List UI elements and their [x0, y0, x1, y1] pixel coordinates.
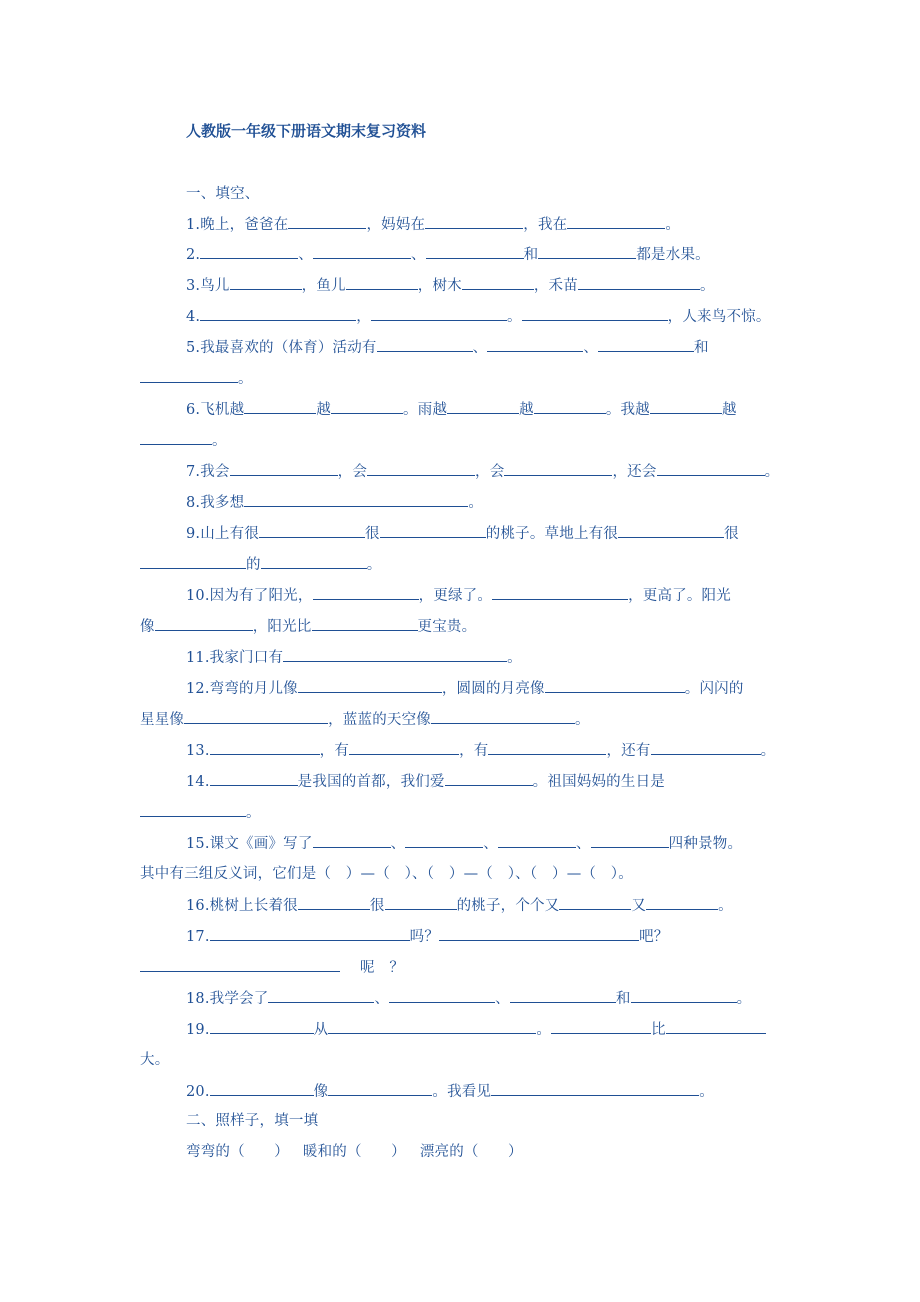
q7-text-c: ，会 — [475, 464, 505, 480]
q6-yue: 越 — [519, 402, 534, 418]
question-19 — [186, 1019, 766, 1040]
q13-text-e: 。 — [760, 743, 776, 759]
q6-end: 。 — [212, 433, 227, 449]
blank[interactable] — [487, 337, 583, 352]
q3-text-c: ，树木 — [417, 278, 462, 294]
q10-text-c: ，更高了。阳光 — [628, 588, 731, 604]
q10-text-d: ，阳光比 — [252, 619, 312, 635]
question-14-cont — [140, 802, 261, 823]
blank[interactable] — [405, 833, 483, 848]
question-13 — [186, 740, 775, 761]
q18-text-a: 18.我学会了 — [186, 991, 269, 1007]
blank[interactable] — [200, 244, 298, 259]
q11-text-b: 。 — [507, 650, 522, 666]
q7-text-d: ，还会 — [612, 464, 657, 480]
q12-text-d: 星星像 — [140, 712, 185, 728]
blank[interactable] — [491, 1081, 699, 1096]
q9-hen: 很 — [724, 526, 739, 542]
blank[interactable] — [200, 306, 356, 321]
q12-text-c: 。闪闪的 — [684, 681, 744, 697]
blank[interactable] — [313, 585, 419, 600]
blank[interactable] — [244, 492, 468, 507]
q17-text-a: 17. — [186, 929, 210, 945]
q8-text-b: 。 — [468, 495, 484, 511]
q13-text-c: ，有 — [459, 743, 489, 759]
blank[interactable] — [283, 647, 507, 662]
blank[interactable] — [488, 740, 606, 755]
q6-yue: 越 — [316, 402, 332, 418]
blank[interactable] — [210, 926, 410, 941]
q3-text-d: ，禾苗 — [533, 278, 578, 294]
blank[interactable] — [426, 244, 524, 259]
question-14 — [186, 771, 665, 792]
question-11 — [186, 647, 522, 668]
q20-xiang: 像 — [313, 1084, 329, 1100]
q10-xiang: 像 — [140, 619, 155, 635]
blank[interactable] — [210, 1019, 314, 1034]
q16-text-b: 的桃子，个个又 — [456, 898, 560, 914]
question-10 — [186, 585, 731, 606]
q12-text-a: 12.弯弯的月儿像 — [186, 681, 298, 697]
blank[interactable] — [651, 740, 761, 755]
q9-text-b: 的桃子。草地上有很 — [485, 526, 619, 542]
q13-text-d: ，还有 — [606, 743, 651, 759]
q7-text-a: 7.我会 — [186, 464, 230, 480]
blank[interactable] — [259, 523, 365, 538]
blank[interactable] — [578, 275, 700, 290]
blank[interactable] — [298, 678, 442, 693]
q4-text-b: ， — [356, 309, 371, 325]
q2-end: 都是水果。 — [636, 247, 710, 263]
q9-hen: 很 — [365, 526, 380, 542]
q1-text-c: ，我在 — [523, 217, 568, 233]
question-7 — [186, 461, 779, 482]
q13-text-a: 13. — [186, 743, 210, 759]
q10-text-e: 更宝贵。 — [417, 619, 477, 635]
question-20 — [186, 1081, 714, 1102]
q7-text-b: ，会 — [337, 464, 368, 480]
blank[interactable] — [631, 988, 737, 1003]
q1-text-b: ，妈妈在 — [366, 217, 426, 233]
blank[interactable] — [447, 399, 519, 414]
blank[interactable] — [492, 585, 628, 600]
q5-sep: 、 — [583, 340, 599, 356]
blank[interactable] — [666, 1019, 766, 1034]
question-2 — [186, 244, 710, 265]
q17-text-d: 呢 ？ — [360, 960, 405, 976]
example-a: 弯弯的（ ） — [186, 1144, 289, 1160]
question-15 — [186, 833, 742, 854]
section-fill-blank-heading: 一、填空、 — [186, 186, 260, 202]
question-6-cont — [140, 430, 227, 451]
blank[interactable] — [349, 740, 459, 755]
blank[interactable] — [380, 523, 486, 538]
q2-sep: 、 — [410, 247, 426, 263]
q9-de: 的 — [246, 557, 261, 573]
q9-end: 。 — [366, 557, 382, 573]
q5-end: 。 — [238, 371, 253, 387]
blank[interactable] — [591, 833, 669, 848]
blank[interactable] — [331, 399, 403, 414]
blank[interactable] — [431, 709, 575, 724]
q6-text-b: 。雨越 — [403, 402, 448, 418]
q1-text-a: 1.晚上，爸爸在 — [186, 217, 289, 233]
blank[interactable] — [504, 461, 612, 476]
q16-text-a: 16.桃树上长着很 — [186, 898, 298, 914]
blank[interactable] — [210, 1081, 314, 1096]
blank[interactable] — [140, 430, 212, 445]
blank[interactable] — [230, 275, 302, 290]
q20-text-a: 20. — [186, 1084, 210, 1100]
question-10-cont — [140, 616, 476, 637]
q20-text-c: 。 — [699, 1084, 714, 1100]
blank[interactable] — [268, 988, 374, 1003]
q3-text-a: 3.鸟儿 — [186, 278, 230, 294]
q17-text-b: 吗？ — [409, 929, 440, 945]
q2-he: 和 — [523, 247, 539, 263]
question-8 — [186, 492, 483, 513]
blank[interactable] — [140, 957, 340, 972]
example-b: 暖和的（ ） — [302, 1144, 406, 1160]
q6-text-a: 6.飞机越 — [186, 402, 245, 418]
blank[interactable] — [230, 461, 338, 476]
question-19-cont: 大。 — [140, 1052, 170, 1068]
blank[interactable] — [445, 771, 533, 786]
question-9-cont — [140, 554, 381, 575]
q20-text-b: 。我看见 — [432, 1084, 492, 1100]
example-c: 漂亮的（ ） — [419, 1144, 523, 1160]
blank[interactable] — [328, 1019, 536, 1034]
blank[interactable] — [313, 244, 411, 259]
blank[interactable] — [650, 399, 722, 414]
q4-text-a: 4. — [186, 309, 201, 325]
blank[interactable] — [439, 926, 639, 941]
blank[interactable] — [367, 461, 475, 476]
blank[interactable] — [377, 337, 473, 352]
q10-text-a: 10.因为有了阳光， — [186, 588, 313, 604]
blank[interactable] — [140, 554, 246, 569]
blank[interactable] — [140, 368, 238, 383]
blank[interactable] — [261, 554, 367, 569]
q9-text-a: 9.山上有很 — [186, 526, 260, 542]
blank[interactable] — [559, 895, 631, 910]
question-4 — [186, 306, 771, 327]
blank[interactable] — [545, 678, 685, 693]
blank[interactable] — [244, 399, 316, 414]
question-9 — [186, 523, 739, 544]
q11-text-a: 11.我家门口有 — [186, 650, 284, 666]
blank[interactable] — [385, 895, 457, 910]
q19-bi: 比 — [651, 1022, 666, 1038]
question-6 — [186, 399, 737, 420]
blank[interactable] — [298, 895, 370, 910]
blank[interactable] — [498, 833, 576, 848]
q15-text-a: 15.课文《画》写了 — [186, 836, 313, 852]
q18-end: 。 — [736, 991, 752, 1007]
q12-text-e: ，蓝蓝的天空像 — [328, 712, 432, 728]
q14-text-b: 是我国的首都，我们爱 — [297, 774, 445, 790]
blank[interactable] — [425, 214, 523, 229]
blank[interactable] — [522, 306, 668, 321]
blank[interactable] — [538, 244, 636, 259]
question-12 — [186, 678, 744, 699]
q12-text-b: ，圆圆的月亮像 — [441, 681, 545, 697]
q19-cong: 从 — [313, 1022, 329, 1038]
blank[interactable] — [313, 833, 391, 848]
question-17-cont — [140, 957, 404, 978]
q13-text-b: ，有 — [319, 743, 350, 759]
q18-sep: 、 — [495, 991, 510, 1007]
q15-sep: 、 — [390, 836, 406, 852]
q14-text-a: 14. — [186, 774, 210, 790]
question-17 — [186, 926, 668, 947]
blank[interactable] — [462, 275, 534, 290]
q15-sep: 、 — [575, 836, 591, 852]
q5-text-a: 5.我最喜欢的（体育）活动有 — [186, 340, 377, 356]
q3-text-e: 。 — [699, 278, 715, 294]
blank[interactable] — [346, 275, 418, 290]
q1-text-d: 。 — [665, 217, 681, 233]
blank[interactable] — [288, 214, 366, 229]
blank[interactable] — [646, 895, 718, 910]
q10-text-b: ，更绿了。 — [418, 588, 493, 604]
document-title: 人教版一年级下册语文期末复习资料 — [186, 122, 427, 140]
q8-text-a: 8.我多想 — [186, 495, 245, 511]
q2-sep: 、 — [298, 247, 313, 263]
blank[interactable] — [618, 523, 724, 538]
blank[interactable] — [184, 709, 328, 724]
q4-text-d: ，人来鸟不惊。 — [667, 309, 771, 325]
q16-you: 又 — [631, 898, 647, 914]
example-row — [186, 1142, 523, 1162]
q15-text-b: 四种景物。 — [668, 836, 743, 852]
blank[interactable] — [312, 616, 418, 631]
q2-text-a: 2. — [186, 247, 201, 263]
q18-sep: 、 — [374, 991, 390, 1007]
q16-text-c: 。 — [718, 898, 733, 914]
q19-text-b: 。 — [536, 1022, 552, 1038]
q6-text-c: 。我越 — [605, 402, 650, 418]
q15-sep: 、 — [483, 836, 498, 852]
q14-text-d: 。 — [246, 805, 261, 821]
q19-text-a: 19. — [186, 1022, 210, 1038]
blank[interactable] — [567, 214, 665, 229]
blank[interactable] — [210, 740, 320, 755]
blank[interactable] — [371, 306, 507, 321]
blank[interactable] — [389, 988, 495, 1003]
blank[interactable] — [155, 616, 253, 631]
blank[interactable] — [140, 802, 246, 817]
question-1 — [186, 214, 680, 235]
question-12-cont — [140, 709, 590, 730]
blank[interactable] — [657, 461, 765, 476]
q16-hen: 很 — [369, 898, 385, 914]
blank[interactable] — [534, 399, 606, 414]
q12-text-f: 。 — [575, 712, 590, 728]
blank[interactable] — [551, 1019, 651, 1034]
blank[interactable] — [510, 988, 616, 1003]
q5-he: 和 — [694, 340, 709, 356]
q6-yue: 越 — [721, 402, 737, 418]
question-16 — [186, 895, 733, 916]
question-18 — [186, 988, 751, 1009]
question-3 — [186, 275, 715, 296]
q14-text-c: 。祖国妈妈的生日是 — [532, 774, 665, 790]
question-5-cont — [140, 368, 253, 389]
q5-sep: 、 — [472, 340, 488, 356]
q3-text-b: ，鱼儿 — [301, 278, 346, 294]
blank[interactable] — [210, 771, 298, 786]
section-example-heading: 二、照样子，填一填 — [186, 1113, 319, 1129]
q7-text-e: 。 — [764, 464, 780, 480]
question-15-cont: 其中有三组反义词，它们是（ ）—（ ）、（ ）—（ ）、（ ）—（ ）。 — [140, 866, 633, 882]
blank[interactable] — [328, 1081, 432, 1096]
q4-text-c: 。 — [506, 309, 522, 325]
question-5 — [186, 337, 709, 358]
q18-he: 和 — [615, 991, 631, 1007]
blank[interactable] — [598, 337, 694, 352]
q17-text-c: 吧？ — [639, 929, 669, 945]
